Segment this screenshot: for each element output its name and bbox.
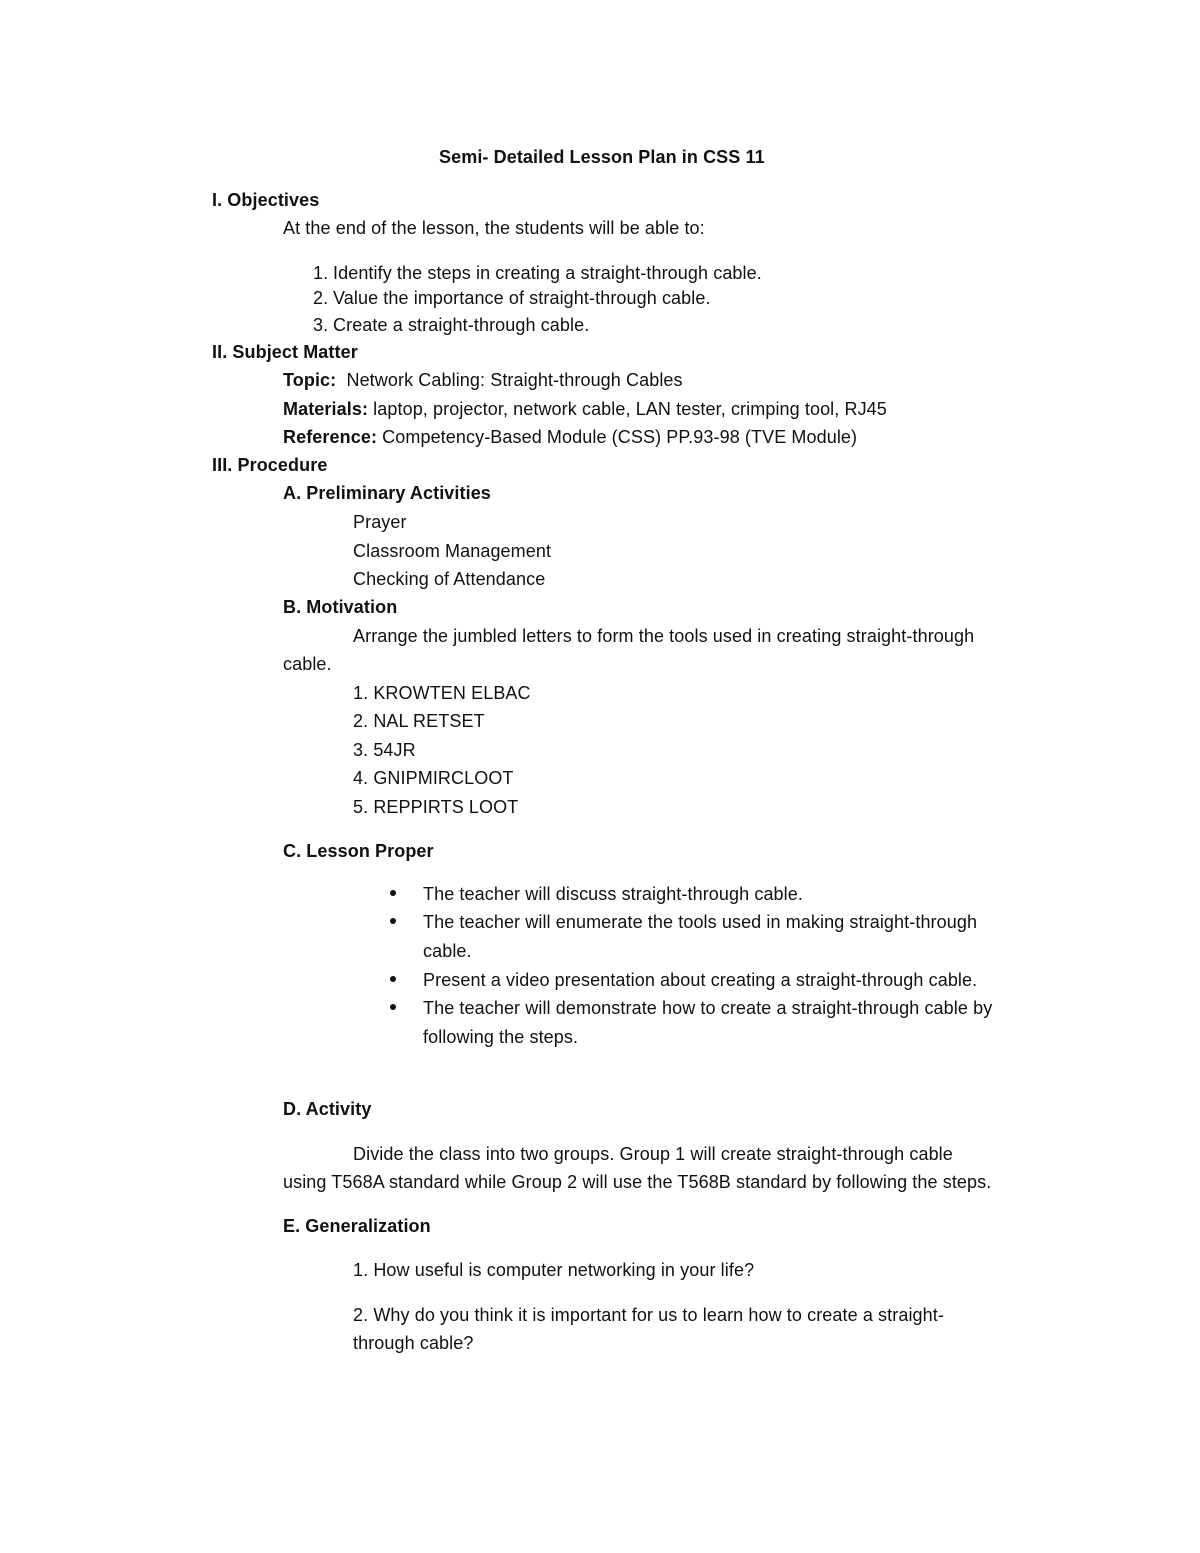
- jumbled-word: 5. REPPIRTS LOOT: [353, 797, 519, 817]
- motivation-heading: B. Motivation: [283, 597, 398, 617]
- objective-number: 1.: [313, 263, 329, 283]
- lesson-bullet-cont: cable.: [423, 941, 472, 961]
- jumbled-word: 4. GNIPMIRCLOOT: [353, 768, 514, 788]
- bullet-icon: [390, 918, 396, 924]
- objectives-heading: I. Objectives: [212, 190, 320, 210]
- preliminary-heading: A. Preliminary Activities: [283, 483, 491, 503]
- topic-label: Topic:: [283, 370, 337, 390]
- objective-number: 3.: [313, 315, 329, 335]
- lesson-proper-heading: C. Lesson Proper: [283, 841, 434, 861]
- preliminary-item: Prayer: [353, 512, 407, 532]
- page-title: Semi- Detailed Lesson Plan in CSS 11: [439, 147, 765, 167]
- preliminary-item: Classroom Management: [353, 541, 552, 561]
- topic-value: Network Cabling: Straight-through Cables: [346, 370, 683, 390]
- reference-line: [283, 426, 857, 448]
- activity-heading: D. Activity: [283, 1099, 372, 1119]
- bullet-icon: [390, 1004, 396, 1010]
- bullet-icon: [390, 890, 396, 896]
- lesson-bullet: Present a video presentation about creating a straight-through cable.: [423, 970, 978, 990]
- objective-item: Identify the steps in creating a straight-through cable.: [333, 263, 762, 283]
- reference-value: Competency-Based Module (CSS) PP.93-98 (TVE Module): [382, 427, 858, 447]
- objective-item: Create a straight-through cable.: [333, 315, 590, 335]
- preliminary-item: Checking of Attendance: [353, 569, 546, 589]
- topic-line: [283, 369, 683, 391]
- generalization-heading: E. Generalization: [283, 1216, 431, 1236]
- materials-value: laptop, projector, network cable, LAN tester, crimping tool, RJ45: [373, 399, 887, 419]
- procedure-heading: III. Procedure: [212, 455, 328, 475]
- generalization-question: 1. How useful is computer networking in your life?: [353, 1260, 755, 1280]
- lesson-bullet-cont: following the steps.: [423, 1027, 579, 1047]
- objective-number: 2.: [313, 288, 329, 308]
- objective-item: Value the importance of straight-through cable.: [333, 288, 711, 308]
- generalization-question: 2. Why do you think it is important for us to learn how to create a straight-: [353, 1305, 944, 1325]
- lesson-bullet: The teacher will enumerate the tools used in making straight-through: [423, 912, 978, 932]
- generalization-question-cont: through cable?: [353, 1333, 474, 1353]
- objectives-intro: At the end of the lesson, the students will be able to:: [283, 218, 705, 238]
- jumbled-word: 1. KROWTEN ELBAC: [353, 683, 531, 703]
- activity-text: Divide the class into two groups. Group 1 will create straight-through cable: [353, 1144, 953, 1164]
- motivation-instruction-cont: cable.: [283, 654, 332, 674]
- lesson-bullet: The teacher will demonstrate how to create a straight-through cable by: [423, 998, 993, 1018]
- lesson-bullet: The teacher will discuss straight-through cable.: [423, 884, 803, 904]
- reference-label: Reference:: [283, 427, 378, 447]
- jumbled-word: 2. NAL RETSET: [353, 711, 485, 731]
- subject-matter-heading: II. Subject Matter: [212, 342, 358, 362]
- motivation-instruction: Arrange the jumbled letters to form the tools used in creating straight-through: [353, 626, 975, 646]
- materials-line: [283, 398, 887, 420]
- bullet-icon: [390, 976, 396, 982]
- jumbled-word: 3. 54JR: [353, 740, 416, 760]
- activity-text-cont: using T568A standard while Group 2 will use the T568B standard by following the steps.: [283, 1172, 992, 1192]
- materials-label: Materials:: [283, 399, 369, 419]
